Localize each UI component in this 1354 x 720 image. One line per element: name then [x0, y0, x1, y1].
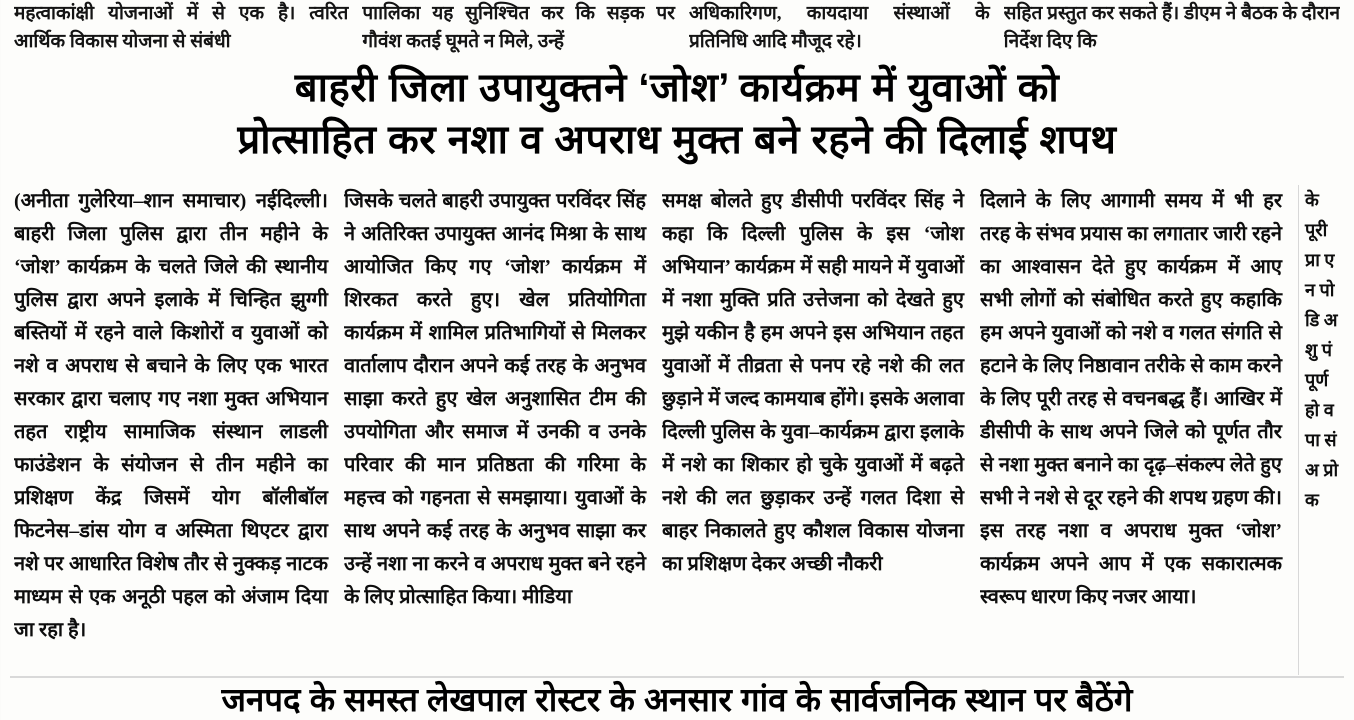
article-side-column-text: के पूरी प्रा एन पो डि अ शु पं पूर्ण हो व पा सं अ प्रो क [1305, 190, 1339, 510]
article-side-column [1298, 185, 1340, 675]
article-body [14, 185, 1340, 675]
article-column-1-text: (अनीता गुलेरिया–शान समाचार) नईदिल्ली। बाहरी जिला पुलिस द्वारा तीन महीने के ‘जोश’ कार्यक्रम के चलते जिले की स्थानीय पुलिस द्वारा अपने इलाके में चिन्हित झुग्गी बस्तियों में रहने वाले किशोरों व युवाओं को नशे व अपराध से बचाने के लिए एक भारत सरकार द्वारा चलाए गए नशा मुक्त अभियान तहत राष्ट्रीय सामाजिक संस्थान लाडली फाउंडेशन के संयोजन से तीन महीने का प्रशिक्षण केंद्र जिसमें योग बॉलीबॉल फिटनेस–डांस योग व अस्मिता थिएटर द्वारा नशे पर आधारित विशेष तौर से नुक्कड़ नाटक माध्यम से एक अनूठी पहल को अंजाम दिया जा रहा है। [14, 190, 328, 641]
headline-line-1: बाहरी जिला उपायुक्तने ‘जोश’ कार्यक्रम में युवाओं को [294, 66, 1060, 110]
section-divider [10, 676, 1344, 678]
article-column-4 [980, 185, 1298, 675]
article-column-2 [344, 185, 662, 675]
main-headline [0, 62, 1354, 166]
top-strip-column-2: पाालिका यह सुनिश्चित कर कि सड़क पर गौवंश कतई घूमते न मिले, उन्हें [362, 3, 675, 52]
article-column-2-text: जिसके चलते बाहरी उपायुक्त परविंदर सिंह ने अतिरिक्त उपायुक्त आनंद मिश्रा के साथ आयोजित किए गए ‘जोश’ कार्यक्रम में शिरकत करते हुए। खेल प्रतियोगिता कार्यक्रम में शामिल प्रतिभागियों से मिलकर वार्तालाप दौरान अपने कई तरह के अनुभव साझा करते हुए खेल अनुशासित टीम की उपयोगिता और समाज में उनकी व उनके परिवार की मान प्रतिष्ठता की गरिमा के महत्त्व को गहनता से समझाया। युवाओं के साथ अपने कई तरह के अनुभव साझा कर उन्हें नशा ना करने व अपराध मुक्त बने रहने के लिए प्रोत्साहित किया। मीडिया [344, 190, 646, 608]
top-article-strip [0, 0, 1354, 58]
top-strip-column-4: सहित प्रस्तुत कर सकते हैं। डीएम ने बैठक के दौरान निर्देश दिए कि [1003, 3, 1340, 52]
article-column-3-text: समक्ष बोलते हुए डीसीपी परविंदर सिंह ने कहा कि दिल्ली पुलिस के इस ‘जोश अभियान’ कार्यक्रम में सही मायने में युवाओं में नशा मुक्ति प्रति उत्तेजना को देखते हुए मुझे यकीन है हम अपने इस अभियान तहत युवाओं में तीव्रता से पनप रहे नशे की लत छुड़ाने में जल्द कामयाब होंगे। इसके अलावा दिल्ली पुलिस के युवा–कार्यक्रम द्वारा इलाके में नशे का शिकार हो चुके युवाओं में बढ़ते नशे की लत छुड़ाकर उन्हें गलत दिशा से बाहर निकालते हुए कौशल विकास योजना का प्रशिक्षण देकर अच्छी नौकरी [662, 190, 964, 575]
top-strip-column-3: अधिकारिगण, कायदाया संस्थाओं के प्रतिनिधि आदि मौजूद रहे। [688, 3, 990, 52]
article-column-4-text: दिलाने के लिए आगामी समय में भी हर तरह के संभव प्रयास का लगातार जारी रहने का आश्वासन देते हुए कार्यक्रम में आए सभी लोगों को संबोधित करते हुए कहाकि हम अपने युवाओं को नशे व गलत संगति से हटाने के लिए निष्ठावान तरीके से काम करने के लिए पूरी तरह से वचनबद्ध हैं। आखिर में डीसीपी के साथ अपने जिले को पूर्णत तौर से नशा मुक्त बनाने का दृढ़–संकल्प लेते हुए सभी ने नशे से दूर रहने की शपथ ग्रहण की। इस तरह नशा व अपराध मुक्त ‘जोश’ कार्यक्रम अपने आप में एक सकारात्मक स्वरूप धारण किए नजर आया। [980, 190, 1282, 608]
article-column-3 [662, 185, 980, 675]
bottom-headline: जनपद के समस्त लेखपाल रोस्टर के अनसार गांव के सार्वजनिक स्थान पर बैठेंगे [221, 681, 1133, 718]
top-strip-column-1: महत्वाकांक्षी योजनाओं में से एक है। त्वरित आर्थिक विकास योजना से संबंधी [14, 3, 349, 52]
headline-line-2: प्रोत्साहित कर नशा व अपराध मुक्त बने रहने की दिलाई शपथ [237, 118, 1117, 162]
article-column-1 [14, 185, 344, 675]
